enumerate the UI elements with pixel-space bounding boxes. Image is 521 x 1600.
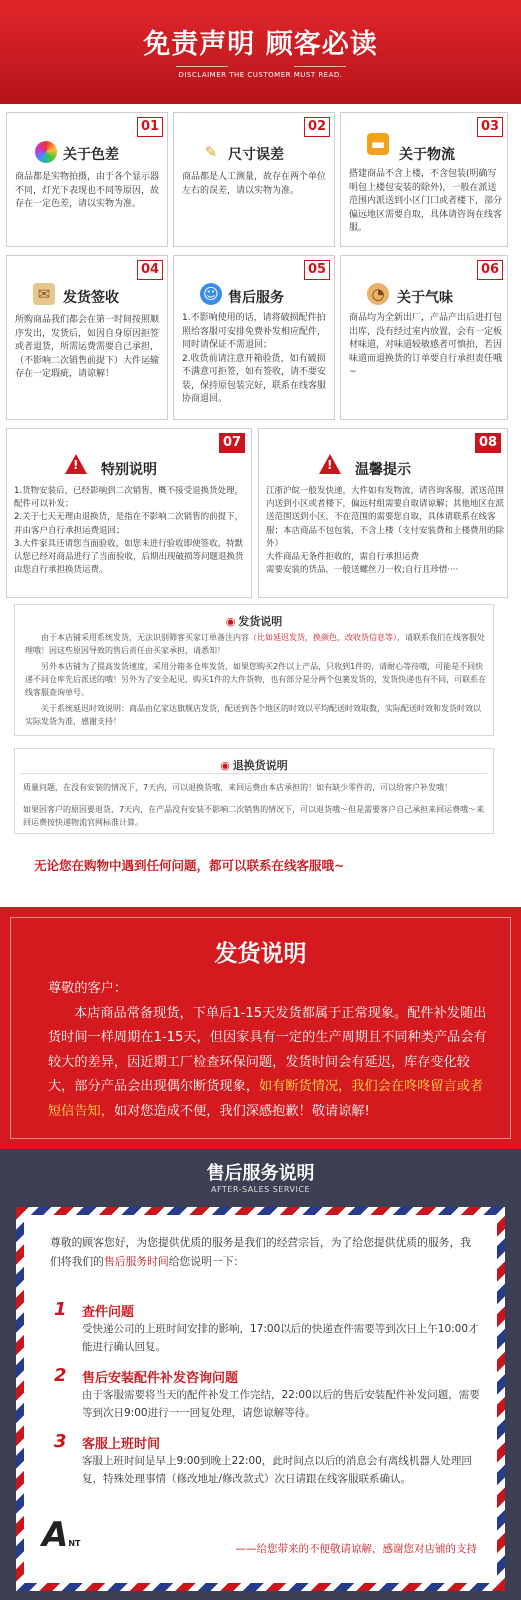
- shipping-notice-box: [14, 604, 494, 736]
- item-text: 客服上班时间是早上9:00到晚上22:00，此时间点以后的消息会有离线机器人处理回复，特殊处理事情（修改地址/修改款式）次日请跟在线客服联系确认。: [82, 1455, 472, 1485]
- card-number: 08: [475, 433, 501, 453]
- delivery-greeting: 尊敬的客户：: [48, 981, 128, 996]
- card-title: 尺寸误差: [228, 147, 284, 163]
- divider: [176, 66, 228, 67]
- item-number: 3: [54, 1431, 67, 1452]
- card-title: 发货签收: [63, 290, 119, 306]
- card-odor: [340, 255, 508, 420]
- card-title: 温馨提示: [355, 462, 411, 478]
- card-number: 06: [477, 260, 503, 280]
- card-special-notes: [6, 428, 252, 598]
- card-text: 1.货物安装后，已经影响到二次销售，概不接受退换货处理，配件可以补发； 2.关于七天无理由退换货，是指在不影响二次销售的前提下，并由客户自行承担运费退回； 3.大件家具还请您当面验收，如您未进行验收即使签收，特默认您已经对商品进行了当面验收，后期出现破损等问题退换货由您自行承担换货运费。: [14, 486, 244, 576]
- item-title: 查件问题: [82, 1305, 135, 1320]
- item-text: 受快递公司的上班时间安排的影响，17:00以后的快递查件需要等到次日上午10:00才能进行确认回复。: [82, 1323, 479, 1353]
- truck-icon: ▬: [367, 133, 389, 155]
- warning-icon: !: [319, 454, 341, 474]
- after-sales-section: [0, 1149, 521, 1600]
- card-text: 商品都是实物拍摄，由于各个显示器不同，灯光下表现也不同等原因，故存在一定色差，请以实物为准。: [15, 172, 160, 209]
- item-number: 1: [54, 1299, 67, 1320]
- divider: [294, 66, 346, 67]
- card-title: 特别说明: [101, 462, 157, 478]
- card-number: 07: [219, 433, 245, 453]
- item-title: 售后安装配件补发咨询问题: [82, 1371, 239, 1386]
- divider: [21, 773, 487, 774]
- delivery-body: 本店商品常备现货，下单后1-15天发货都属于正常现象。配件补发随出货时间一样周期在1-15天，但因家具有一定的生产周期且不同种类产品会有较大的差异，因近期工厂检查环保问题，发货时间会有延迟，库存变化较大，部分产品会出现偶尔断货现象，如有断货情况，我们会在咚咚留言或者短信告知，如对您造成不便，我们深感抱歉！敬请谅解!: [48, 1005, 487, 1119]
- card-title: 售后服务: [228, 290, 284, 306]
- card-number: 03: [477, 117, 503, 137]
- card-text: 商品均为全新出厂，产品产出后进打包出库，没有经过室内放置，会有一定板材味道，对味道较敏感者可慎拍，若因味道而退换货的订单要自行承担责任哦~: [349, 313, 503, 377]
- color-wheel-icon: [35, 141, 57, 163]
- shipping-notice-p2: 另外本店铺为了提高发货速度，采用分箱多仓库发货，如果您购买2件以上产品，只收到1件的，请耐心等待哦，可能是不同快递不同仓库先后派送的哦！另外为了安全起见，购买1件的大件货物，也有部分是分两个包裹发货的，发货快递也有不同，可联系在线客服查询单号。: [25, 662, 487, 697]
- return-notice-p1: 质量问题，在没有安装的情况下，7天内，可以退换货哦，来回运费由本店承担的！如有缺少零件的，可以给客户补发哦！: [23, 783, 453, 792]
- shipping-notice-p1: 由于本店铺采用系统发货，无法识别筛客买家订单备注内容（比如延迟发货，换颜色，改收货信息等），请联系我们在线客服处理哦！因这些原因导致的售后责任由买家承担，请悉知！: [25, 633, 485, 655]
- after-sales-subtitle: AFTER-SALES SERVICE: [210, 1185, 311, 1194]
- card-title: 关于气味: [397, 290, 453, 306]
- ruler-pencil-icon: ✎: [204, 143, 218, 161]
- card-title: 关于色差: [63, 147, 119, 163]
- card-shipping-receipt: [6, 255, 168, 420]
- package-icon: ✉: [33, 283, 55, 305]
- card-text: 商品都是人工测量，故存在两个单位左右的误差，请以实物为准。: [182, 172, 327, 196]
- header-banner: [0, 0, 521, 104]
- card-size-error: [173, 112, 335, 247]
- card-text: 1.不影响使用的话，请将破损配件拍照给客服可安排免费补发相应配件，同时请保证不需退回； 2.收货前请注意开箱验货，如有破损不满意可拒签，如有签收，请不要安装，保持原包装完好，联系在线客服协商退回。: [182, 313, 327, 404]
- delivery-title: 发货说明: [214, 941, 307, 967]
- card-color-difference: [6, 112, 168, 247]
- shipping-notice-p3: 关于系统延迟时效说明：商品由亿家达旗舰店发货，配送到各个地区的时效以平均配送时效取数，实际配送时效和发货时效以实际发货为准，感谢支持！: [25, 704, 481, 726]
- card-number: 04: [137, 260, 163, 280]
- nose-icon: ◔: [367, 283, 389, 305]
- bullet-icon: ◉: [220, 759, 230, 772]
- return-notice-p2: 如果因客户的原因要退货，7天内，在产品没有安装不影响二次销售的情况下，可以退货哦～但是需要客户自己承担来回运费哦～来回运费按快递物流官网标准计算。: [23, 805, 485, 827]
- after-sales-title: 售后服务说明: [206, 1163, 315, 1184]
- card-title: 关于物流: [399, 147, 455, 163]
- brand-logo: ANT: [42, 1515, 81, 1555]
- card-text: 江浙沪皖一般发快递，大件如有发物流，请咨询客服，派送范围内送到小区或者楼下，偏远村组需要自取请谅解；其他地区在派送范围送到小区，不在范围的需要您自取，具体请联系在线客服；本店商品不包包装，不含上楼（支付安装费和上楼费用的除外） 大件商品无条件拒收的，需自行承担运费 需要安装的货品，一般送螺丝刀一枚;自行且珍惜····: [266, 486, 505, 576]
- card-number: 05: [304, 260, 330, 280]
- item-text: 由于客服需要将当天的配件补发工作完结，22:00以后的售后安装配件补发问题，需要等到次日9:00进行一一回复处理，请您谅解等待。: [82, 1389, 480, 1419]
- card-logistics: [340, 112, 508, 247]
- warning-icon: !: [65, 454, 87, 474]
- card-after-sales: [173, 255, 335, 420]
- page-title: 免责声明 顾客必读: [143, 29, 378, 60]
- after-sales-footer: ——给您带来的不便敬请谅解，感谢您对店铺的支持: [235, 1543, 477, 1555]
- delivery-text: [48, 977, 488, 1124]
- after-sales-intro: 尊敬的顾客您好，为您提供优质的服务是我们的经营宗旨，为了给您提供优质的服务，我们将我们的售后服务时间给您说明一下：: [50, 1236, 472, 1268]
- page-subtitle: DISCLAIMER THE CUSTOMER MUST READ.: [178, 71, 343, 79]
- delivery-notice-section: [0, 907, 521, 1149]
- card-warm-tips: [258, 428, 508, 598]
- card-text: 搭建商品不含上楼，不含包装(明确写明包上楼包安装的除外)，一般在派送范围内派送到小区门口或者楼下，部分偏远地区需要自取，具体请咨询在线客服。: [349, 169, 503, 233]
- envelope-content: [24, 1215, 497, 1583]
- service-person-icon: ☺: [200, 283, 222, 305]
- card-text: 所购商品我们都会在第一时间按照顺序发出，发货后，如因自身原因拒签或者退货，所需运费需要自己承担，（不影响二次销售前提下）大件运输存在一定瑕疵，请谅解！: [15, 315, 160, 379]
- contact-line: 无论您在购物中遇到任何问题，都可以联系在线客服哦~: [34, 858, 345, 873]
- item-title: 客服上班时间: [82, 1437, 161, 1452]
- card-number: 02: [304, 117, 330, 137]
- bullet-icon: ◉: [225, 615, 236, 628]
- return-notice-box: [14, 748, 494, 834]
- return-notice-title: ◉ 退换货说明: [220, 759, 288, 772]
- card-number: 01: [137, 117, 163, 137]
- envelope-border: [16, 1207, 505, 1591]
- item-number: 2: [54, 1365, 67, 1386]
- shipping-notice-title: ◉ 发货说明: [225, 615, 283, 628]
